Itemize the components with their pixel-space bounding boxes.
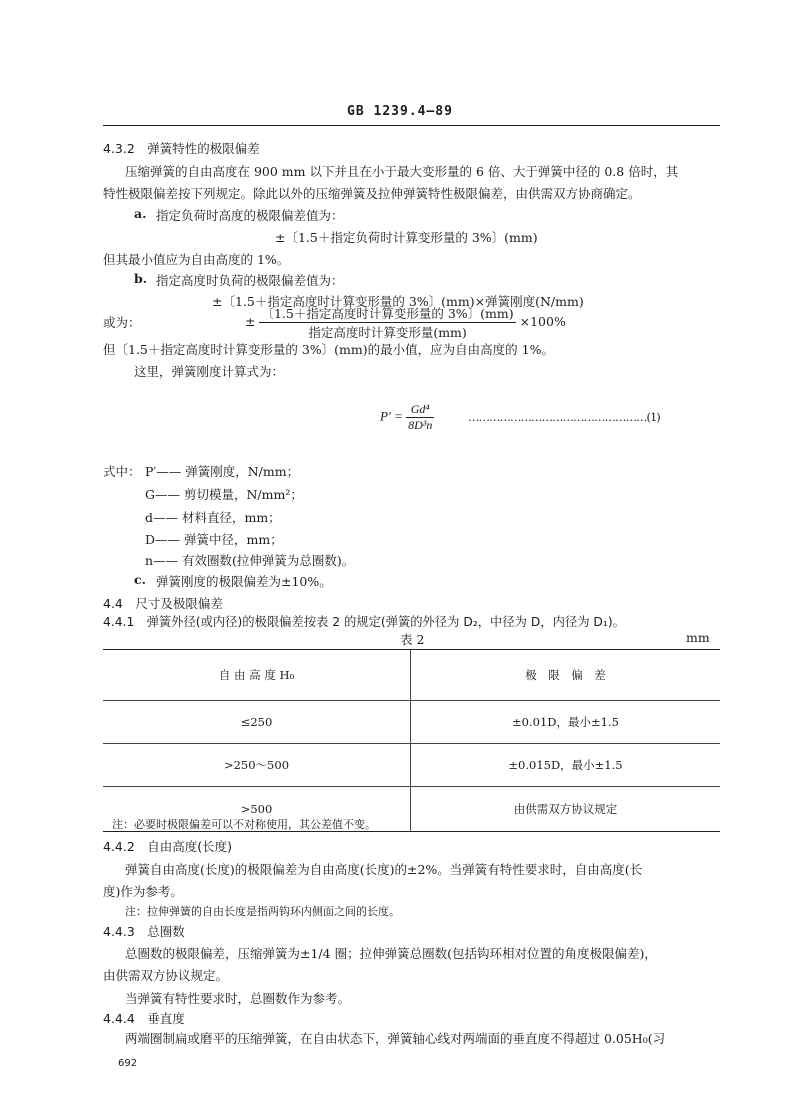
section-4-4-2-title: 4.4.2 自由高度(长度) [103,839,233,854]
table-cell: 由供需双方协议规定 [411,787,721,832]
variable-def: d—— 材料直径，mm； [145,510,281,525]
section-4-3-2-title: 4.3.2 弹簧特性的极限偏差 [103,141,260,156]
section-4-4-4-title: 4.4.4 垂直度 [103,1011,185,1026]
section-4-4-3-title: 4.4.3 总圈数 [103,924,185,939]
fraction-numerator: 〔1.5＋指定高度时计算变形量的 3%〕(mm) [261,306,514,321]
formula-a: ±〔1.5＋指定负荷时计算变形量的 3%〕(mm) [275,230,538,245]
table-cell: >250～500 [103,744,411,787]
equation-fraction [406,402,434,433]
standard-code: GB 1239.4—89 [347,104,453,119]
where-label: 式中： [103,464,141,479]
equation-lhs: P′ = [380,408,403,424]
equation-number: ……………………………………………(1) [468,410,660,424]
item-a-text: 指定负荷时高度的极限偏差值为： [156,208,344,223]
section-4-4-1-title: 4.4.1 弹簧外径(或内径)的极限偏差按表 2 的规定(弹簧的外径为 D₂，中径为 D，内径为 D₁)。 [103,615,625,629]
header-rule [103,125,720,126]
section-note: 注：拉伸弹簧的自由长度是指两钩环内侧面之间的长度。 [125,905,400,918]
paragraph-line: 当弹簧有特性要求时，总圈数作为参考。 [125,991,351,1006]
table-cell: ≤250 [103,701,411,744]
equation-denominator: 8D³n [408,418,433,432]
variable-def: P′—— 弹簧刚度，N/mm； [145,464,300,479]
table-header-cell: 自 由 高 度 H₀ [103,650,411,701]
equation-numerator: Gd⁴ [406,402,434,418]
table-cell: ±0.015D，最小±1.5 [411,744,721,787]
item-a-note: 但其最小值应为自由高度的 1%。 [103,252,290,267]
table-note: 注：必要时极限偏差可以不对称使用，其公差值不变。 [112,818,376,831]
page-number: 692 [118,1058,138,1069]
table-header-cell: 极 限 偏 差 [411,650,721,701]
item-b-text: 指定高度时负荷的极限偏差值为： [156,273,344,288]
variable-def: D—— 弹簧中径，mm； [145,532,283,547]
paragraph-line: 压缩弹簧的自由高度在 900 mm 以下并且在小于最大变形量的 6 倍、大于弹簧中径的 0.8 倍时，其 [125,164,679,179]
section-4-4-title: 4.4 尺寸及极限偏差 [103,596,223,611]
stiffness-intro: 这里，弹簧刚度计算式为： [134,364,285,379]
paragraph-line: 总圈数的极限偏差，压缩弹簧为±1/4 圈；拉伸弹簧总圈数(包括钩环相对位置的角度极限偏差)， [125,946,657,961]
formula-b1: ±〔1.5＋指定高度时计算变形量的 3%〕(mm)×弹簧刚度(N/mm) [212,294,584,309]
paragraph-line: 度)作为参考。 [103,884,183,899]
item-c-label: c. [134,572,146,587]
item-a-label: a. [134,206,147,221]
or-label: 或为： [103,315,141,330]
table-unit: mm [686,630,710,645]
variable-def: n—— 有效圈数(拉伸弹簧为总圈数)。 [145,553,355,568]
table-row [103,701,720,744]
paragraph-line: 由供需双方协议规定。 [103,968,229,983]
variable-def: G—— 剪切模量，N/mm²； [145,487,303,502]
tolerance-table [103,649,720,832]
table-header-row [103,650,720,701]
formula-b2 [245,304,566,341]
table-row [103,744,720,787]
table-cell: >500 [103,787,411,832]
table-cell: ±0.01D，最小±1.5 [411,701,721,744]
paragraph-line: 特性极限偏差按下列规定。除此以外的压缩弹簧及拉伸弹簧特性极限偏差，由供需双方协商确定。 [103,186,641,201]
table-title: 表 2 [400,632,425,647]
paragraph-line: 两端圈制扁或磨平的压缩弹簧，在自由状态下，弹簧轴心线对两端面的垂直度不得超过 0.05H₀(习 [125,1031,666,1046]
paragraph-line: 弹簧自由高度(长度)的极限偏差为自由高度(长度)的±2%。当弹簧有特性要求时，自由高度(长 [125,862,643,877]
item-b-label: b. [134,271,148,286]
fraction-tail: ×100% [519,314,566,329]
item-b-note: 但〔1.5＋指定高度时计算变形量的 3%〕(mm)的最小值，应为自由高度的 1%。 [103,342,554,357]
equation-1 [380,402,434,433]
fraction-denominator: 指定高度时计算变形量(mm) [308,325,467,340]
item-c-text: 弹簧刚度的极限偏差为±10%。 [156,574,332,589]
plus-minus: ± [245,314,256,329]
fraction [259,304,515,341]
